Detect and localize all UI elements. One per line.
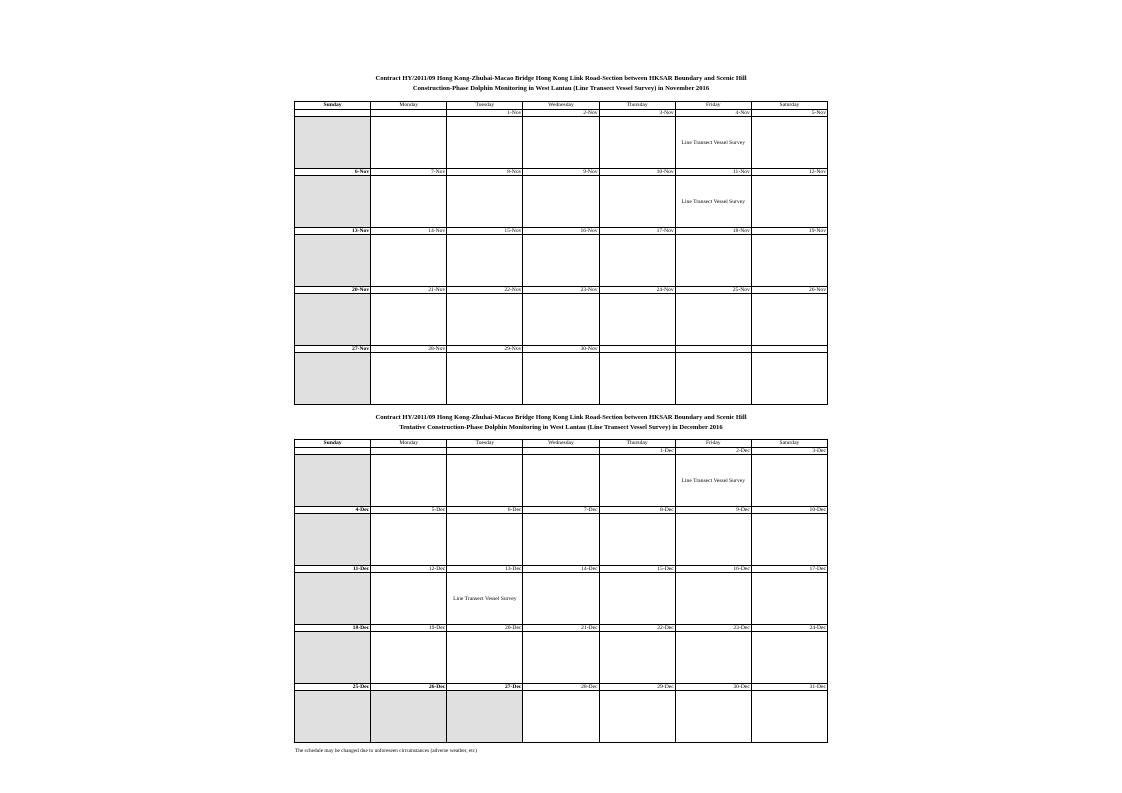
day-cell [523,176,599,228]
day-date-label: 14-Nov [371,228,447,235]
weekday-header-row [295,102,828,110]
day-cell [523,632,599,684]
day-cell [371,176,447,228]
day-date-label [751,346,827,353]
weekday-header-friday: Friday [675,440,751,448]
day-cell [295,632,371,684]
day-cell [371,632,447,684]
day-date-label: 23-Dec [675,625,751,632]
day-date-label: 12-Dec [371,566,447,573]
day-date-label: 25-Nov [675,287,751,294]
date-row [295,684,828,691]
event-row [295,632,828,684]
day-date-label: 22-Nov [447,287,523,294]
day-cell [599,632,675,684]
weekday-header-monday: Monday [371,102,447,110]
day-date-label: 20-Nov [295,287,371,294]
day-cell [295,353,371,405]
day-date-label: 3-Nov [599,110,675,117]
day-cell: Line Transect Vessel Survey [675,455,751,507]
day-date-label: 26-Dec [371,684,447,691]
day-cell [371,691,447,743]
day-date-label [295,448,371,455]
date-row [295,287,828,294]
day-cell [599,235,675,287]
day-date-label: 10-Dec [751,507,827,514]
weekday-header-saturday: Saturday [751,440,827,448]
day-cell [447,632,523,684]
november-calendar [294,101,828,405]
weekday-header-sunday: Sunday [295,440,371,448]
weekday-header-thursday: Thursday [599,440,675,448]
day-date-label: 12-Nov [751,169,827,176]
day-cell [599,573,675,625]
december-title-line2: Tentative Construction-Phase Dolphin Monitoring in West Lantau (Line Transect Vessel Survey) in December 2016 [399,424,723,431]
day-date-label: 18-Nov [675,228,751,235]
weekday-header-wednesday: Wednesday [523,440,599,448]
date-row [295,448,828,455]
november-title-line1: Contract HY/2011/09 Hong Kong-Zhuhai-Macao Bridge Hong Kong Link Road-Section between HKSAR Boundary and Scenic Hill [375,75,747,82]
date-row [295,228,828,235]
day-date-label: 21-Nov [371,287,447,294]
schedule-footnote: The schedule may be changed due to unforeseen circumstances (adverse weather, etc) [295,748,477,754]
day-date-label: 6-Nov [295,169,371,176]
day-cell [599,117,675,169]
day-date-label: 28-Nov [371,346,447,353]
day-cell [295,691,371,743]
day-cell [295,294,371,346]
day-cell [523,455,599,507]
day-date-label [371,110,447,117]
day-date-label: 28-Dec [523,684,599,691]
weekday-header-wednesday: Wednesday [523,102,599,110]
day-date-label: 3-Dec [751,448,827,455]
event-row [295,235,828,287]
day-cell [523,573,599,625]
day-cell: Line Transect Vessel Survey [447,573,523,625]
day-date-label: 22-Dec [599,625,675,632]
day-date-label: 31-Dec [751,684,827,691]
day-date-label: 1-Nov [447,110,523,117]
december-title-line1: Contract HY/2011/09 Hong Kong-Zhuhai-Macao Bridge Hong Kong Link Road-Section between HKSAR Boundary and Scenic Hill [375,414,747,421]
day-cell [523,235,599,287]
day-cell [447,455,523,507]
day-date-label [599,346,675,353]
event-row [295,353,828,405]
day-date-label: 16-Nov [523,228,599,235]
day-cell [523,691,599,743]
day-cell [295,514,371,566]
date-row [295,625,828,632]
day-date-label [371,448,447,455]
date-row [295,169,828,176]
day-cell [751,117,827,169]
day-cell [371,573,447,625]
weekday-header-monday: Monday [371,440,447,448]
day-date-label: 1-Dec [599,448,675,455]
day-date-label: 4-Dec [295,507,371,514]
day-date-label: 5-Dec [371,507,447,514]
day-cell [447,294,523,346]
day-cell [675,294,751,346]
day-cell [675,691,751,743]
weekday-header-row [295,440,828,448]
weekday-header-sunday: Sunday [295,102,371,110]
day-cell [675,632,751,684]
day-cell [523,353,599,405]
day-date-label: 29-Dec [599,684,675,691]
day-date-label: 16-Dec [675,566,751,573]
day-date-label: 18-Dec [295,625,371,632]
day-cell [295,117,371,169]
date-row [295,566,828,573]
day-cell [447,691,523,743]
day-date-label: 19-Dec [371,625,447,632]
day-cell [447,235,523,287]
day-date-label: 25-Dec [295,684,371,691]
day-cell: Line Transect Vessel Survey [675,176,751,228]
november-title-line2: Construction-Phase Dolphin Monitoring in West Lantau (Line Transect Vessel Survey) in November 2016 [412,85,710,92]
day-cell [295,455,371,507]
event-row [295,455,828,507]
day-date-label: 27-Nov [295,346,371,353]
day-date-label: 6-Dec [447,507,523,514]
day-date-label: 14-Dec [523,566,599,573]
day-cell [371,235,447,287]
day-date-label: 5-Nov [751,110,827,117]
event-row [295,691,828,743]
day-cell [751,176,827,228]
weekday-header-saturday: Saturday [751,102,827,110]
day-cell [523,117,599,169]
day-cell [751,455,827,507]
event-row [295,117,828,169]
day-date-label: 30-Nov [523,346,599,353]
day-date-label: 24-Dec [751,625,827,632]
day-date-label: 13-Nov [295,228,371,235]
day-date-label: 30-Dec [675,684,751,691]
weekday-header-tuesday: Tuesday [447,102,523,110]
day-cell [447,117,523,169]
day-cell [751,353,827,405]
day-date-label: 13-Dec [447,566,523,573]
day-date-label: 21-Dec [523,625,599,632]
date-row [295,346,828,353]
day-date-label: 8-Nov [447,169,523,176]
day-date-label: 7-Dec [523,507,599,514]
day-cell [675,235,751,287]
day-cell [751,294,827,346]
date-row [295,507,828,514]
day-cell [447,514,523,566]
day-cell [371,117,447,169]
day-cell [447,176,523,228]
day-date-label [295,110,371,117]
day-date-label: 11-Dec [295,566,371,573]
day-cell [599,353,675,405]
day-date-label [447,448,523,455]
day-date-label: 9-Dec [675,507,751,514]
november-title [294,74,828,94]
day-cell [751,235,827,287]
day-cell [599,691,675,743]
day-date-label: 2-Dec [675,448,751,455]
day-cell [447,353,523,405]
day-date-label: 26-Nov [751,287,827,294]
day-cell: Line Transect Vessel Survey [675,117,751,169]
day-date-label: 29-Nov [447,346,523,353]
date-row [295,110,828,117]
day-date-label: 4-Nov [675,110,751,117]
event-row [295,294,828,346]
day-cell [523,294,599,346]
day-date-label: 17-Dec [751,566,827,573]
day-date-label: 15-Nov [447,228,523,235]
day-cell [599,514,675,566]
day-cell [751,573,827,625]
day-date-label: 8-Dec [599,507,675,514]
day-cell [675,573,751,625]
weekday-header-thursday: Thursday [599,102,675,110]
day-date-label: 10-Nov [599,169,675,176]
day-cell [751,632,827,684]
day-cell [295,235,371,287]
day-cell [523,514,599,566]
day-date-label: 11-Nov [675,169,751,176]
day-cell [371,455,447,507]
day-cell [599,455,675,507]
day-date-label: 17-Nov [599,228,675,235]
day-date-label [523,448,599,455]
december-calendar [294,439,828,743]
day-date-label: 7-Nov [371,169,447,176]
day-cell [295,573,371,625]
event-row [295,514,828,566]
day-date-label: 20-Dec [447,625,523,632]
event-row [295,573,828,625]
day-cell [599,176,675,228]
day-cell [751,691,827,743]
day-date-label: 27-Dec [447,684,523,691]
day-date-label: 23-Nov [523,287,599,294]
event-row [295,176,828,228]
day-date-label: 24-Nov [599,287,675,294]
day-cell [675,514,751,566]
day-cell [371,514,447,566]
day-cell [295,176,371,228]
day-cell [751,514,827,566]
weekday-header-friday: Friday [675,102,751,110]
day-cell [599,294,675,346]
day-cell [371,353,447,405]
day-date-label: 15-Dec [599,566,675,573]
day-date-label: 9-Nov [523,169,599,176]
day-date-label: 19-Nov [751,228,827,235]
december-title [294,413,828,433]
day-cell [675,353,751,405]
day-cell [371,294,447,346]
weekday-header-tuesday: Tuesday [447,440,523,448]
day-date-label: 2-Nov [523,110,599,117]
day-date-label [675,346,751,353]
